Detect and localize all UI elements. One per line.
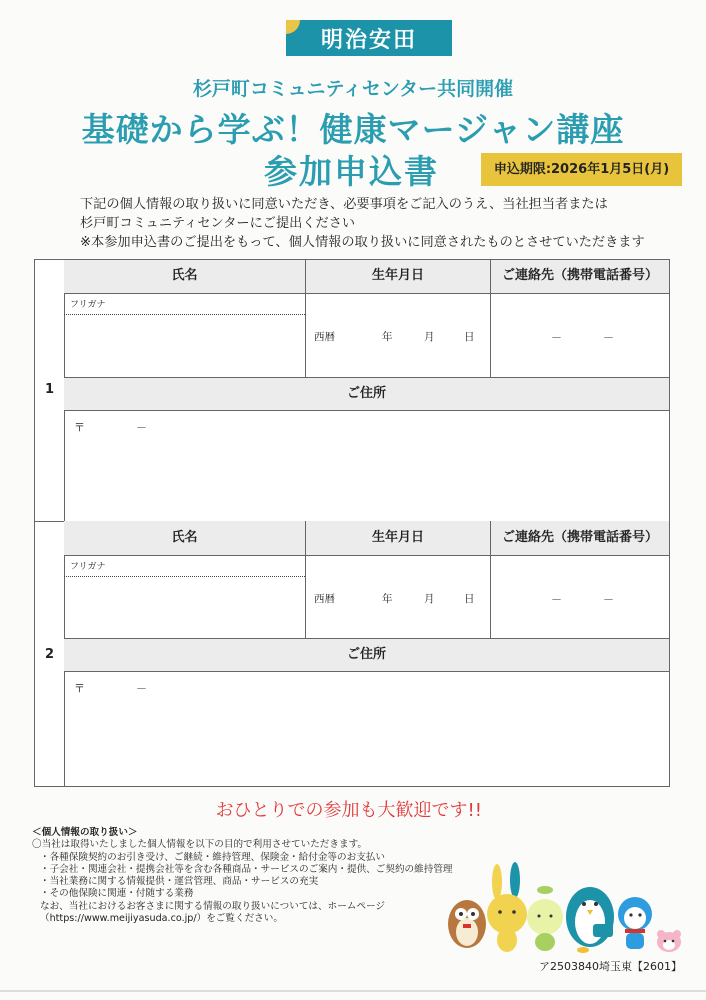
privacy-item: ・その他保険に関連・付随する業務 xyxy=(40,888,194,900)
furigana-label: フリガナ xyxy=(70,562,106,572)
page-title: 基礎から学ぶ！健康マージャン講座 xyxy=(81,110,625,149)
privacy-item: ・各種保険契約のお引き受け、ご継続・維持管理、保険金・給付金等のお支払い xyxy=(40,851,385,863)
page-title-form: 参加申込書 xyxy=(264,152,439,191)
dob-month: 月 xyxy=(424,593,435,605)
name-header: 氏名 xyxy=(64,260,306,294)
mascot-characters-illustration xyxy=(445,862,685,957)
address-field[interactable] xyxy=(64,411,669,521)
birthdate-field[interactable] xyxy=(306,556,491,638)
entry-2 xyxy=(35,521,669,786)
deadline-badge: 申込期限:2026年1月5日(月) xyxy=(481,153,682,186)
postal-dash: － xyxy=(136,682,147,695)
tel-dash: － xyxy=(603,593,614,606)
name-field[interactable] xyxy=(64,556,306,638)
privacy-item: ・子会社・関連会社・提携会社等を含む各種商品・サービスのご案内・提供、ご契約の維持管理 xyxy=(40,863,453,875)
birthdate-header: 生年月日 xyxy=(306,260,491,294)
privacy-url-note: （https://www.meijiyasuda.co.jp/）をご覧ください。 xyxy=(40,913,283,925)
dob-era: 西暦 xyxy=(314,593,335,605)
tel-dash: － xyxy=(551,331,562,344)
name-header: 氏名 xyxy=(64,521,306,556)
address-field[interactable] xyxy=(64,672,669,786)
contact-field[interactable] xyxy=(491,556,669,638)
privacy-policy xyxy=(32,827,453,925)
blue-bird-mascot-icon xyxy=(618,897,652,949)
furigana-divider xyxy=(64,576,305,577)
entry-number: 1 xyxy=(44,382,55,397)
contact-header: ご連絡先（携帯電話番号） xyxy=(491,521,669,556)
document-code: ア2503840埼玉東【2601】 xyxy=(539,960,682,973)
dob-year: 年 xyxy=(382,593,393,605)
furigana-divider xyxy=(64,314,305,315)
pink-bear-mascot-icon xyxy=(657,930,681,952)
name-field[interactable] xyxy=(64,294,306,377)
tel-dash: － xyxy=(551,593,562,606)
privacy-intro: 〇当社は取得いたしました個人情報を以下の目的で利用させていただきます。 xyxy=(32,839,368,851)
privacy-item: ・当社業務に関する情報提供・運営管理、商品・サービスの充実 xyxy=(40,876,319,888)
logo-text: 明治安田 xyxy=(320,28,417,53)
postal-dash: － xyxy=(136,421,147,434)
penguin-mascot-icon xyxy=(566,887,614,953)
birthdate-field[interactable] xyxy=(306,294,491,377)
address-header: ご住所 xyxy=(64,377,669,411)
contact-header: ご連絡先（携帯電話番号） xyxy=(491,260,669,294)
welcome-message: おひとりでの参加も大歓迎です!! xyxy=(215,800,482,821)
entry-1 xyxy=(35,260,669,522)
entry-number-column xyxy=(35,260,65,521)
intro-text xyxy=(80,195,645,252)
dob-day: 日 xyxy=(464,593,475,605)
entry-number-column xyxy=(35,521,65,786)
postal-mark: 〒 xyxy=(74,682,85,695)
co-host-subtitle: 杉戸町コミュニティセンター共同開催 xyxy=(192,78,514,100)
entry-number: 2 xyxy=(44,647,55,662)
dob-year: 年 xyxy=(382,331,393,343)
page-bottom-edge xyxy=(0,990,706,992)
owl-mascot-icon xyxy=(448,900,486,948)
address-header: ご住所 xyxy=(64,638,669,672)
contact-field[interactable] xyxy=(491,294,669,377)
tel-dash: － xyxy=(603,331,614,344)
green-sprout-mascot-icon xyxy=(527,886,563,951)
dob-era: 西暦 xyxy=(314,331,335,343)
application-form xyxy=(34,259,670,787)
intro-line: 杉戸町コミュニティセンターにご提出ください xyxy=(80,216,356,231)
intro-note: ※本参加申込書のご提出をもって、個人情報の取り扱いに同意されたものとさせていただきます xyxy=(80,235,645,250)
dob-day: 日 xyxy=(464,331,475,343)
privacy-heading: ＜個人情報の取り扱い＞ xyxy=(32,827,138,838)
birthdate-header: 生年月日 xyxy=(306,521,491,556)
privacy-note: なお、当社におけるお客さまに関する情報の取り扱いについては、ホームページ xyxy=(40,900,385,912)
dob-month: 月 xyxy=(424,331,435,343)
rabbit-mascot-icon xyxy=(487,862,527,952)
meiji-yasuda-logo xyxy=(286,20,452,56)
postal-mark: 〒 xyxy=(74,421,85,434)
intro-line: 下記の個人情報の取り扱いに同意いただき、必要事項をご記入のうえ、当社担当者または xyxy=(80,197,608,212)
furigana-label: フリガナ xyxy=(70,300,106,310)
